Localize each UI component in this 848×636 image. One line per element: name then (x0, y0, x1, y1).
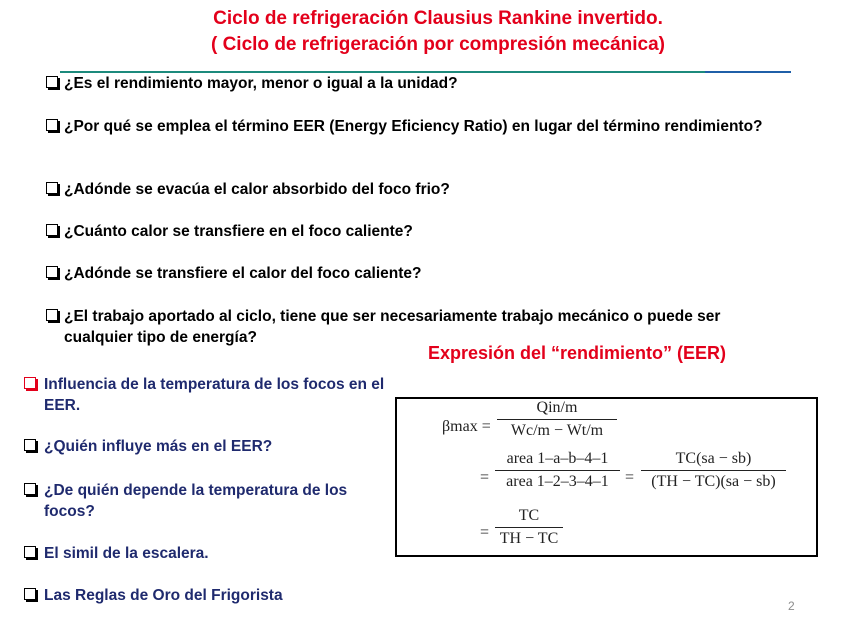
topic-item: ¿De quién depende la temperatura de los focos? (24, 480, 396, 522)
fraction-temperature-entropy: $\frac{TC(sa - sb)}{(TH - TC)(sa - sb)}$ (641, 450, 786, 491)
topic-item: El simil de la escalera. (24, 543, 404, 564)
fraction-carnot: $\frac{TC}{TH - TC}$ (495, 507, 563, 548)
checkbox-bullet-icon (24, 439, 36, 451)
slide-title-line1: Ciclo de refrigeración Clausius Rankine invertido. (213, 8, 663, 29)
question-item: ¿El trabajo aportado al ciclo, tiene que ser necesariamente trabajo mecánico o puede ser cualquier tipo de energía? (46, 306, 751, 348)
fraction-heat-work: Qin/m Wc/m − Wt/m (497, 399, 617, 440)
page-number: 2 (788, 599, 795, 613)
equals-sign: = (480, 469, 490, 486)
equation-lhs: βmax = (442, 418, 491, 435)
checkbox-bullet-icon (46, 182, 58, 194)
question-item: ¿Por qué se emplea el término EER (Energy Eficiency Ratio) en lugar del término rendimiento? (46, 116, 766, 137)
equals-sign: = (625, 469, 635, 486)
equals-sign: = (480, 524, 490, 541)
checkbox-bullet-icon (24, 483, 36, 495)
question-item: ¿Cuánto calor se transfiere en el foco caliente? (46, 221, 806, 242)
checkbox-bullet-icon (46, 76, 58, 88)
checkbox-bullet-icon (24, 588, 36, 600)
slide-title-line2: ( Ciclo de refrigeración por compresión mecánica) (210, 34, 665, 55)
checkbox-bullet-icon (24, 377, 36, 389)
checkbox-bullet-icon (46, 266, 58, 278)
eer-expression-heading: Expresión del “rendimiento” (EER) (428, 343, 727, 363)
question-item: ¿Adónde se transfiere el calor del foco caliente? (46, 263, 806, 284)
topic-item: Las Reglas de Oro del Frigorista (24, 585, 404, 606)
fraction-areas: area 1–a–b–4–1 area 1–2–3–4–1 (495, 450, 620, 491)
question-item: ¿Es el rendimiento mayor, menor o igual a la unidad? (46, 73, 806, 94)
topic-item: ¿Quién influye más en el EER? (24, 436, 404, 457)
checkbox-bullet-icon (46, 119, 58, 131)
checkbox-bullet-icon (46, 309, 58, 321)
checkbox-bullet-icon (24, 546, 36, 558)
checkbox-bullet-icon (46, 224, 58, 236)
eer-equation-box (395, 397, 818, 557)
question-item: ¿Adónde se evacúa el calor absorbido del foco frio? (46, 179, 806, 200)
topic-item: Influencia de la temperatura de los focos en el EER. (24, 374, 396, 416)
